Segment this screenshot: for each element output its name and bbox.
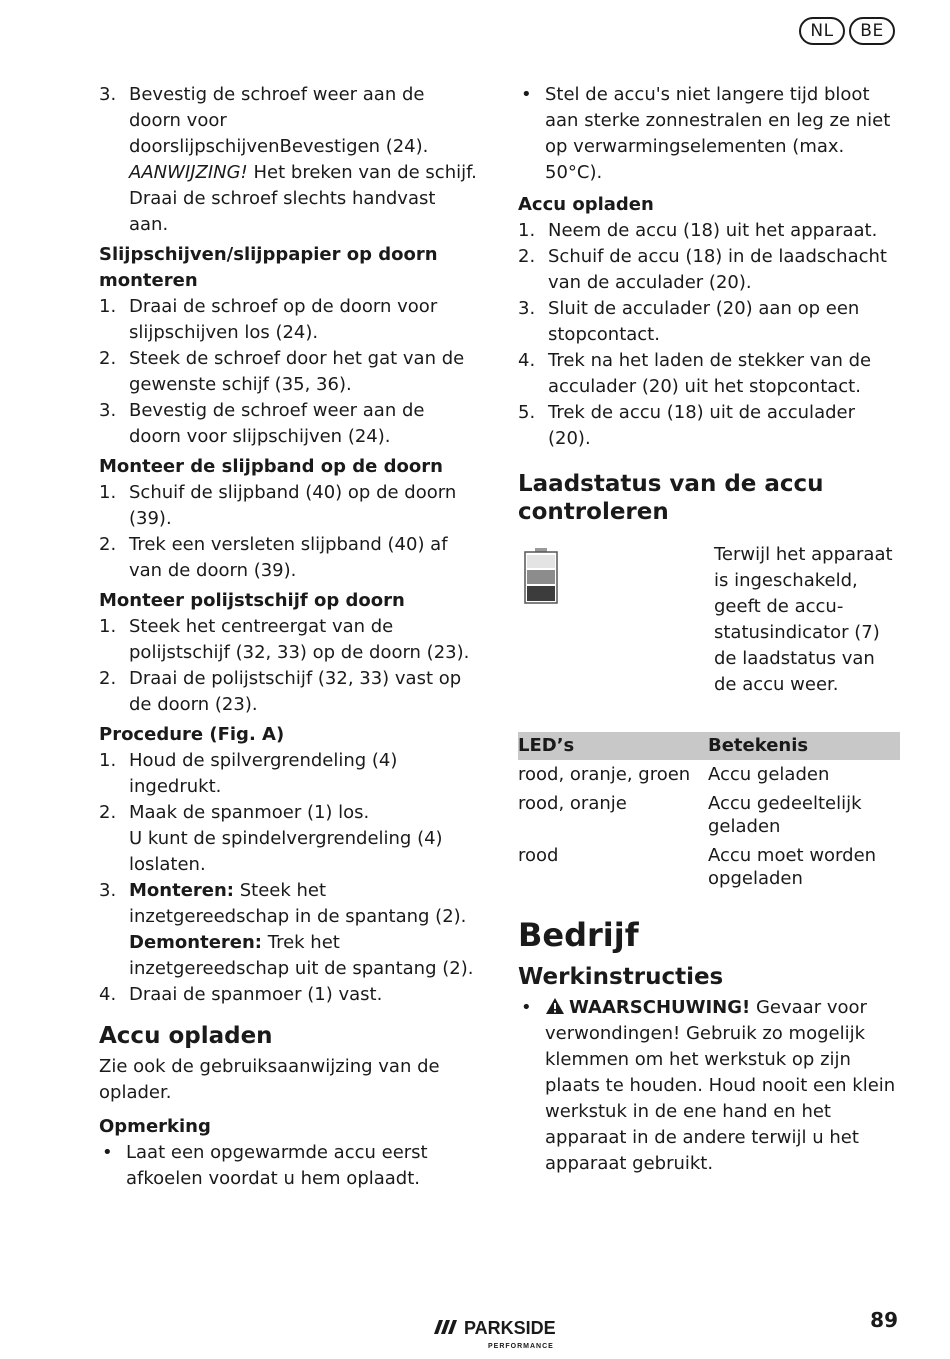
step-number: 1.: [99, 616, 117, 637]
list-item: [99, 398, 479, 450]
list-item: [99, 800, 479, 878]
table-row: [518, 789, 900, 841]
step-number: 5.: [518, 402, 536, 423]
intro-step-list: [99, 82, 479, 238]
column-header: LED’s: [518, 732, 708, 760]
warning-label: WAARSCHUWING!: [569, 997, 751, 1018]
step-text: Trek een versleten slijpband (40) af van de doorn (39).: [129, 534, 448, 581]
battery-icon: [524, 548, 558, 604]
step-text: Bevestig de schroef weer aan de doorn voor slijpschijven (24).: [129, 400, 425, 447]
sec3-steps: [99, 614, 479, 718]
language-badge-be: BE: [849, 17, 895, 45]
step-text: Steek het centreergat van de polijstschijf (32, 33) op de doorn (23).: [129, 616, 470, 663]
list-item: [518, 218, 900, 244]
brand-name: PARKSIDE: [464, 1318, 556, 1338]
brand-sub: PERFORMANCE: [488, 1343, 554, 1350]
right-column: [518, 82, 900, 1177]
step-number: 1.: [99, 296, 117, 317]
step-text: Sluit de acculader (20) aan op een stopcontact.: [548, 298, 860, 345]
status-description: Terwijl het apparaat is ingeschakeld, geeft de accu-statusindicator (7) de laadstatus van de accu weer.: [714, 544, 893, 695]
list-item: [99, 982, 479, 1008]
step-number: 1.: [99, 750, 117, 771]
step-text: Bevestig de schroef weer aan de doorn voor doorslijpschijvenBevestigen (24).: [129, 84, 429, 157]
list-item: [99, 532, 479, 584]
step-text: Maak de spanmoer (1) los.: [129, 802, 370, 823]
table-row: [518, 760, 900, 789]
warning-text: Gevaar voor verwondingen! Gebruik zo mogelijk klemmen om het werkstuk op zijn plaats te houden. Houd nooit een klein werkstuk in de ene hand en het apparaat in de andere terwijl u het apparaat gebruikt.: [545, 997, 896, 1174]
warning-triangle-icon: [545, 997, 565, 1015]
step-text-part: Trek het inzetgereedschap uit de spantang (2).: [129, 932, 474, 979]
sec2-steps: [99, 480, 479, 584]
list-item: [99, 294, 479, 346]
list-item: [99, 1140, 479, 1192]
list-item: [99, 878, 479, 982]
step-text-part: Steek het inzetgereedschap in de spantang (2).: [129, 880, 467, 927]
table-cell: rood: [518, 845, 559, 866]
sec1-steps: [99, 294, 479, 450]
column-header: Betekenis: [708, 732, 900, 760]
step-text: Schuif de accu (18) in de laadschacht van de acculader (20).: [548, 246, 887, 293]
step-text: Trek de accu (18) uit de acculader (20).: [548, 402, 855, 449]
sec4-steps: [99, 748, 479, 1008]
step-number: 1.: [99, 482, 117, 503]
top-bullets: [518, 82, 900, 186]
step-number: 3.: [518, 298, 536, 319]
step-text: Trek na het laden de stekker van de acculader (20) uit het stopcontact.: [548, 350, 872, 397]
parkside-logo: [432, 1316, 582, 1356]
step-number: 2.: [518, 246, 536, 267]
step-text: Draai de schroef op de doorn voor slijpschijven los (24).: [129, 296, 438, 343]
step-text: Neem de accu (18) uit het apparaat.: [548, 220, 878, 241]
step-note: [129, 160, 479, 238]
step-number: 4.: [99, 984, 117, 1005]
section-heading: Slijpschijven/slijppapier op doorn monteren: [99, 244, 438, 291]
note-text: Het breken van de schijf. Draai de schroef slechts handvast aan.: [129, 162, 477, 235]
list-item: [99, 480, 479, 532]
table-row: [518, 841, 900, 893]
parkside-logo-mark: [432, 1316, 582, 1352]
bullet-text: Stel de accu's niet langere tijd bloot aan sterke zonnestralen en leg ze niet op verwarmingselementen (max. 50°C).: [545, 84, 891, 183]
paragraph: Zie ook de gebruiksaanwijzing van de oplader.: [99, 1056, 440, 1103]
step-number: 3.: [99, 400, 117, 421]
left-column: [99, 82, 479, 1192]
table-cell: rood, oranje: [518, 793, 627, 814]
step-text: Schuif de slijpband (40) op de doorn (39).: [129, 482, 457, 529]
led-table: [518, 732, 900, 893]
step-number: 2.: [99, 668, 117, 689]
table-cell: Accu geladen: [708, 764, 830, 785]
step-text: [129, 930, 479, 982]
chapter-title: Bedrijf: [518, 916, 639, 954]
section-heading: Monteer de slijpband op de doorn: [99, 456, 443, 477]
step-number: 2.: [99, 348, 117, 369]
language-badges: [799, 17, 895, 45]
list-item: [99, 82, 479, 238]
step-bold-label: Monteren:: [129, 880, 235, 901]
step-number: 4.: [518, 350, 536, 371]
step-text: Draai de spanmoer (1) vast.: [129, 984, 383, 1005]
step-number: 3.: [99, 880, 117, 901]
step-text: Draai de polijstschijf (32, 33) vast op de doorn (23).: [129, 668, 462, 715]
section-heading: Opmerking: [99, 1116, 211, 1137]
section-title: Laadstatus van de accu controleren: [518, 471, 824, 525]
bullet-text: Laat een opgewarmde accu eerst afkoelen voordat u hem oplaadt.: [126, 1142, 428, 1189]
step-number: 3.: [99, 84, 117, 105]
step-text: [129, 878, 479, 930]
list-item: [518, 995, 900, 1177]
note-bullets: [99, 1140, 479, 1192]
list-item: [99, 748, 479, 800]
step-text: Steek de schroef door het gat van de gewenste schijf (35, 36).: [129, 348, 465, 395]
bullet-icon: •: [521, 997, 532, 1018]
table-cell: Accu gedeeltelijk geladen: [708, 793, 862, 837]
bullet-icon: •: [521, 84, 532, 105]
table-cell: rood, oranje, groen: [518, 764, 691, 785]
table-header-row: [518, 732, 900, 760]
list-item: [518, 82, 900, 186]
list-item: [99, 666, 479, 718]
battery-status-block: [518, 542, 900, 722]
page-number: 89: [870, 1308, 898, 1332]
step-number: 1.: [518, 220, 536, 241]
section-title: Werkinstructies: [518, 964, 724, 990]
step-number: 2.: [99, 534, 117, 555]
list-item: [518, 296, 900, 348]
list-item: [99, 614, 479, 666]
list-item: [518, 400, 900, 452]
step-extra-text: U kunt de spindelvergrendeling (4) loslaten.: [129, 828, 443, 875]
list-item: [518, 348, 900, 400]
section-heading: Monteer polijstschijf op doorn: [99, 590, 405, 611]
language-badge-nl: NL: [799, 17, 845, 45]
note-label: AANWIJZING!: [129, 162, 248, 183]
step-text: Houd de spilvergrendeling (4) ingedrukt.: [129, 750, 398, 797]
step-number: 2.: [99, 802, 117, 823]
warning-bullets: [518, 995, 900, 1177]
charge-steps: [518, 218, 900, 452]
bullet-icon: •: [102, 1142, 113, 1163]
list-item: [99, 346, 479, 398]
step-bold-label: Demonteren:: [129, 932, 262, 953]
table-cell: Accu moet worden opgeladen: [708, 845, 877, 889]
section-heading: Procedure (Fig. A): [99, 724, 285, 745]
list-item: [518, 244, 900, 296]
section-heading: Accu opladen: [518, 194, 654, 215]
section-title: Accu opladen: [99, 1023, 273, 1049]
